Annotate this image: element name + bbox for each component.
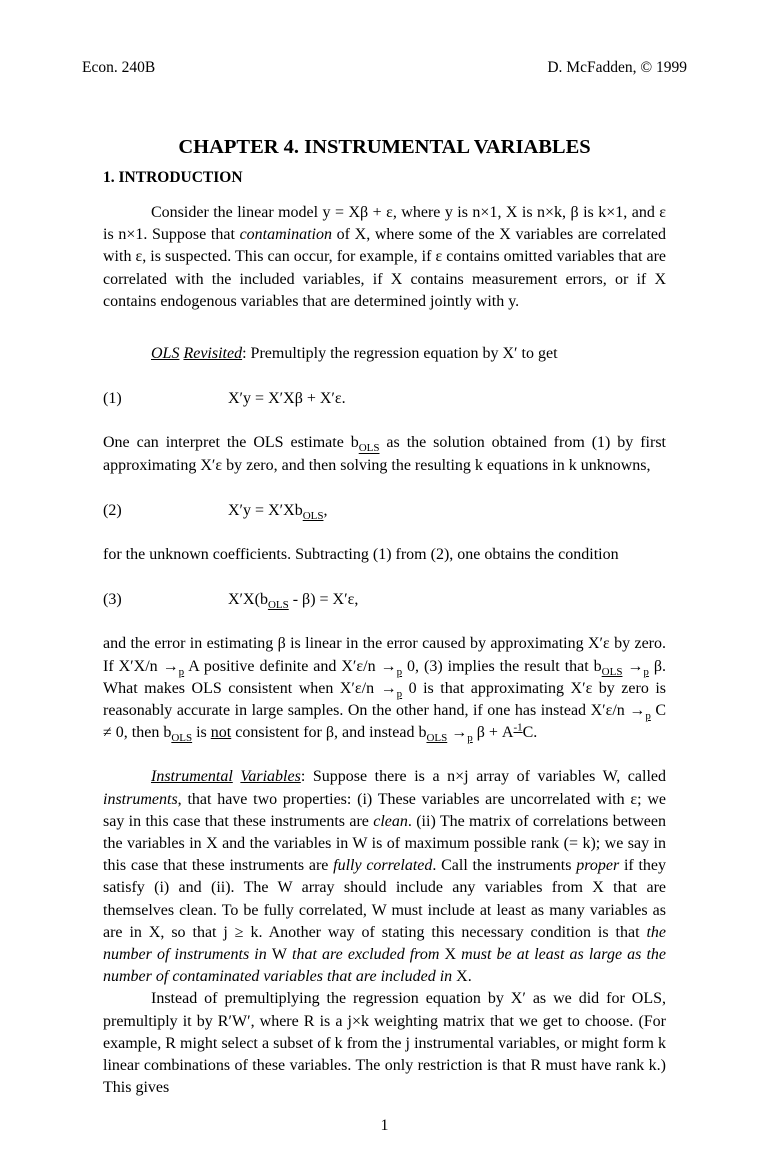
paragraph-subtracting xyxy=(103,544,666,566)
text-run: Variables xyxy=(240,768,301,786)
text-run: A positive definite and X′ε/n → xyxy=(184,657,397,675)
text-run: . xyxy=(467,968,472,986)
text-run: as the solution obtained from (1) by first approximating X′ε by zero, and then solving the resulting k equations in k unknowns, xyxy=(103,434,666,474)
text-run: instruments xyxy=(103,790,178,808)
text-run: . (ii) The matrix of correlations between the variables in X and the variables in W is of maximum possible rank (= k); we say in this case that these instruments are xyxy=(103,812,667,875)
text-run: X′y = X′Xb xyxy=(228,501,303,519)
text-run: One can interpret the OLS estimate b xyxy=(103,434,359,452)
subscript: p xyxy=(396,688,403,701)
section-heading: 1. INTRODUCTION xyxy=(103,169,243,186)
paragraph-instead xyxy=(103,988,666,1099)
subscript: OLS xyxy=(267,599,289,612)
subscript: p xyxy=(643,665,649,678)
text-run: : Premultiply the regression equation by X′ to get xyxy=(242,345,558,363)
equation-number-3: (3) xyxy=(103,591,122,609)
text-run: - β) = X′ε, xyxy=(288,591,359,609)
paragraph-instrumental-variables xyxy=(103,766,666,988)
text-run: contamination xyxy=(239,226,332,244)
subscript: OLS xyxy=(358,442,380,455)
header-author: D. McFadden, © 1999 xyxy=(547,59,687,76)
chapter-title: CHAPTER 4. INSTRUMENTAL VARIABLES xyxy=(178,136,591,158)
text-run: X xyxy=(444,946,457,964)
paragraph-ols-interpret xyxy=(103,432,666,476)
text-run: . Call the instruments xyxy=(432,857,577,875)
text-run: C. xyxy=(522,724,538,742)
text-run: , that have two properties: (i) These variables are uncorrelated with ε; we say in this case that these instruments are xyxy=(103,790,666,830)
text-run: and the error in estimating β is linear in the error caused by approximating X′ε by zero. If X′X/n → xyxy=(103,635,666,675)
text-run: X xyxy=(456,968,468,986)
text-run: clean xyxy=(373,812,408,830)
equation-row-2 xyxy=(103,500,666,522)
header-course: Econ. 240B xyxy=(82,59,156,76)
equation-2 xyxy=(228,500,327,522)
text-run: C ≠ 0, then b xyxy=(103,702,666,742)
subscript: OLS xyxy=(426,732,448,745)
text-run: → xyxy=(447,724,468,742)
subscript: p xyxy=(178,665,185,678)
text-run: is xyxy=(192,724,211,742)
equation-number-2: (2) xyxy=(103,501,122,519)
text-run: X′y = X′Xβ + X′ε. xyxy=(228,390,346,408)
page-header xyxy=(82,58,687,78)
text-run: 0 is that approximating X′ε by zero is reasonably accurate in large samples. On the other hand, if one has instead X′ε/n → xyxy=(103,679,667,720)
text-run: β. What makes OLS consistent when X′ε/n → xyxy=(103,657,667,697)
text-run: → xyxy=(622,657,644,675)
text-run: 0, (3) implies the result that b xyxy=(402,657,602,675)
text-run: for the unknown coefficients. Subtracting (1) from (2), one obtains the condition xyxy=(103,546,619,564)
text-run: of X, where some of the X variables are correlated with ε, is suspected. This can occur, for example, if ε contains omitted variables that are correlated with the included variables, if X contains measurement errors, or if X contains endogenous variables that are determined jointly with y. xyxy=(103,226,667,310)
text-run: not xyxy=(210,724,232,742)
paragraph-ols-revisited xyxy=(103,343,666,365)
text-run: : Suppose there is a n×j array of variables W, called xyxy=(300,768,667,786)
text-run: proper xyxy=(576,857,620,875)
text-run: Instrumental xyxy=(151,768,233,786)
text-run: Revisited xyxy=(183,345,243,363)
text-run: , xyxy=(323,501,328,519)
text-run: OLS xyxy=(151,345,180,363)
subscript: p xyxy=(645,710,651,723)
subscript: p xyxy=(396,665,403,678)
text-run: consistent for β, and instead b xyxy=(231,724,427,742)
text-run: X′X(b xyxy=(228,591,268,609)
equation-1 xyxy=(228,388,346,410)
text-run: that are excluded from xyxy=(286,946,445,964)
text-run: if they satisfy (i) and (ii). The W array should include any variables from X that are themselves clean. To be fully correlated, W must include at least as many variables as are in X, so that j ≥ k. Another way of stating this necessary condition is that xyxy=(103,857,667,941)
text-run: Consider the linear model y = Xβ + ε, where y is n×1, X is n×k, β is k×1, and ε is n×1. Suppose that xyxy=(103,204,666,244)
subscript: OLS xyxy=(601,665,623,678)
equation-3 xyxy=(228,589,358,611)
text-run: the number of instruments in xyxy=(103,923,666,964)
text-run: W xyxy=(271,946,287,964)
text-run: β + A xyxy=(472,724,514,742)
paragraph-error xyxy=(103,633,666,744)
supscript: -1 xyxy=(513,721,523,734)
subscript: p xyxy=(467,732,473,745)
subscript: OLS xyxy=(171,732,193,745)
subscript: OLS xyxy=(302,510,324,523)
text-run: must be at least as large as the number of contaminated variables that are included in xyxy=(103,946,666,986)
equation-number-1: (1) xyxy=(103,390,122,408)
equation-row-1 xyxy=(103,388,666,410)
text-run: fully correlated xyxy=(333,857,433,875)
paragraph-intro xyxy=(103,202,666,313)
equation-row-3 xyxy=(103,589,666,611)
text-run: Instead of premultiplying the regression equation by X′ as we did for OLS, premultiply it by R′W′, where R is a j×k weighting matrix that we get to choose. (For example, R might select a subset of k from the j instrumental variables, or might form k linear combinations of these variables. The only restriction is that R must have rank k.) This gives xyxy=(103,990,666,1097)
page-number: 1 xyxy=(380,1116,389,1134)
